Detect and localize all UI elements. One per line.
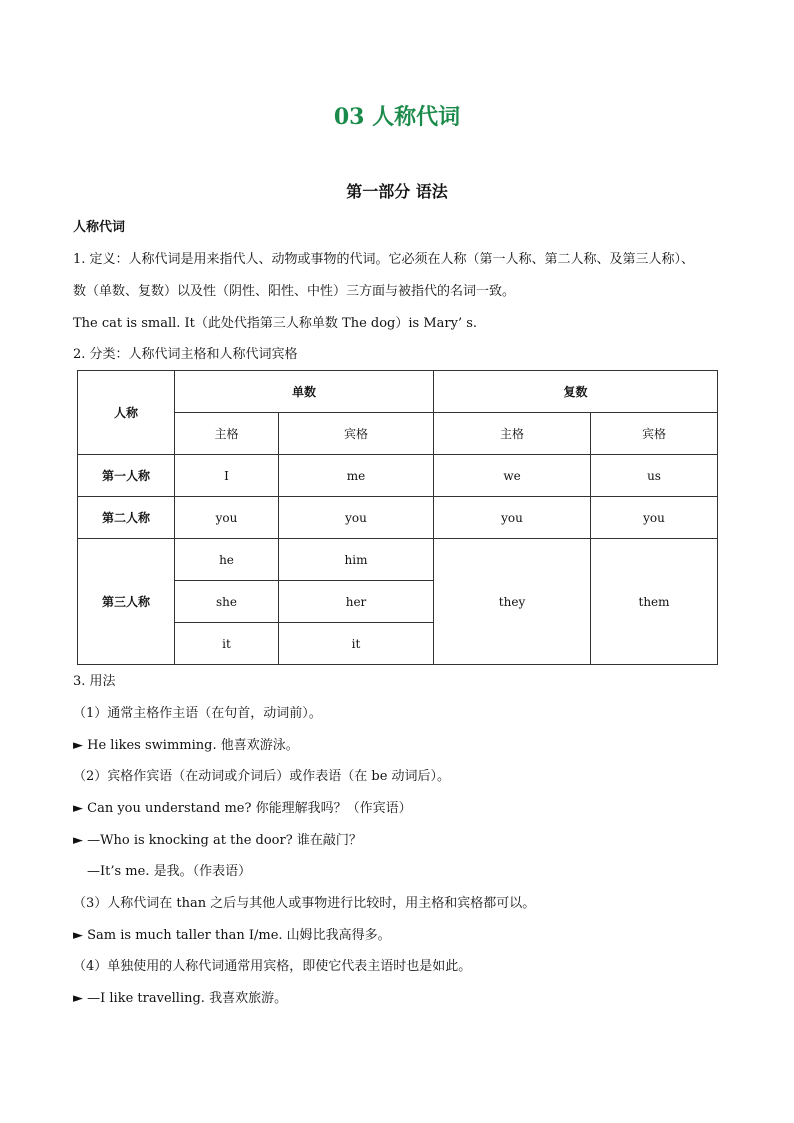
document-title: 03 人称代词 [333, 104, 461, 130]
classification-line: 2. 分类：人称代词主格和人称代词宾格 [73, 347, 298, 362]
table-cell: you [279, 497, 434, 539]
table-row [78, 539, 718, 581]
table-row [78, 497, 718, 539]
plural-nominative-header: 主格 [434, 413, 591, 455]
plural-header: 复数 [434, 371, 718, 413]
table-cell: him [279, 539, 434, 581]
usage-example-1: ► He likes swimming. 他喜欢游泳。 [73, 738, 299, 753]
heading-personal-pronouns: 人称代词 [73, 220, 126, 235]
usage-rule-1: （1）通常主格作主语（在句首，动词前）。 [73, 706, 322, 721]
singular-nominative-header: 主格 [175, 413, 279, 455]
table-cell: it [279, 623, 434, 665]
plural-objective-header: 宾格 [591, 413, 718, 455]
usage-rule-3: （3）人称代词在 than 之后与其他人或事物进行比较时，用主格和宾格都可以。 [73, 896, 536, 911]
section-title: 第一部分 语法 [346, 182, 448, 201]
usage-example-5: ► —I like travelling. 我喜欢旅游。 [73, 991, 288, 1006]
usage-rule-2: （2）宾格作宾语（在动词或介词后）或作表语（在 be 动词后）。 [73, 769, 451, 784]
table-cell: you [434, 497, 591, 539]
table-cell: I [175, 455, 279, 497]
definition-line-1: 1. 定义：人称代词是用来指代人、动物或事物的代词。它必须在人称（第一人称、第二人称、及第三人称）、 [73, 252, 695, 267]
table-cell: you [175, 497, 279, 539]
usage-example-3a: ► —Who is knocking at the door? 谁在敲门？ [73, 833, 362, 848]
table-cell: we [434, 455, 591, 497]
table-cell: them [591, 539, 718, 665]
table-cell: us [591, 455, 718, 497]
table-cell: me [279, 455, 434, 497]
table-cell: you [591, 497, 718, 539]
usage-example-2: ► Can you understand me? 你能理解我吗？（作宾语） [73, 801, 412, 816]
person-header: 人称 [78, 371, 175, 455]
singular-header: 单数 [175, 371, 434, 413]
usage-example-3b: —It’s me. 是我。（作表语） [87, 864, 252, 879]
table-cell: it [175, 623, 279, 665]
row-label-first-person: 第一人称 [78, 455, 175, 497]
definition-line-2: 数（单数、复数）以及性（阴性、阳性、中性）三方面与被指代的名词一致。 [73, 284, 516, 299]
row-label-third-person: 第三人称 [78, 539, 175, 665]
table-cell: he [175, 539, 279, 581]
row-label-second-person: 第二人称 [78, 497, 175, 539]
usage-rule-4: （4）单独使用的人称代词通常用宾格，即使它代表主语时也是如此。 [73, 959, 472, 974]
singular-objective-header: 宾格 [279, 413, 434, 455]
table-cell: they [434, 539, 591, 665]
table-cell: her [279, 581, 434, 623]
definition-example: The cat is small. It（此处代指第三人称单数 The dog）is Mary’ s. [73, 316, 478, 331]
table-cell: she [175, 581, 279, 623]
pronoun-table [77, 370, 718, 665]
usage-example-4: ► Sam is much taller than I/me. 山姆比我高得多。 [73, 928, 391, 943]
usage-heading: 3. 用法 [73, 674, 116, 689]
table-row [78, 455, 718, 497]
